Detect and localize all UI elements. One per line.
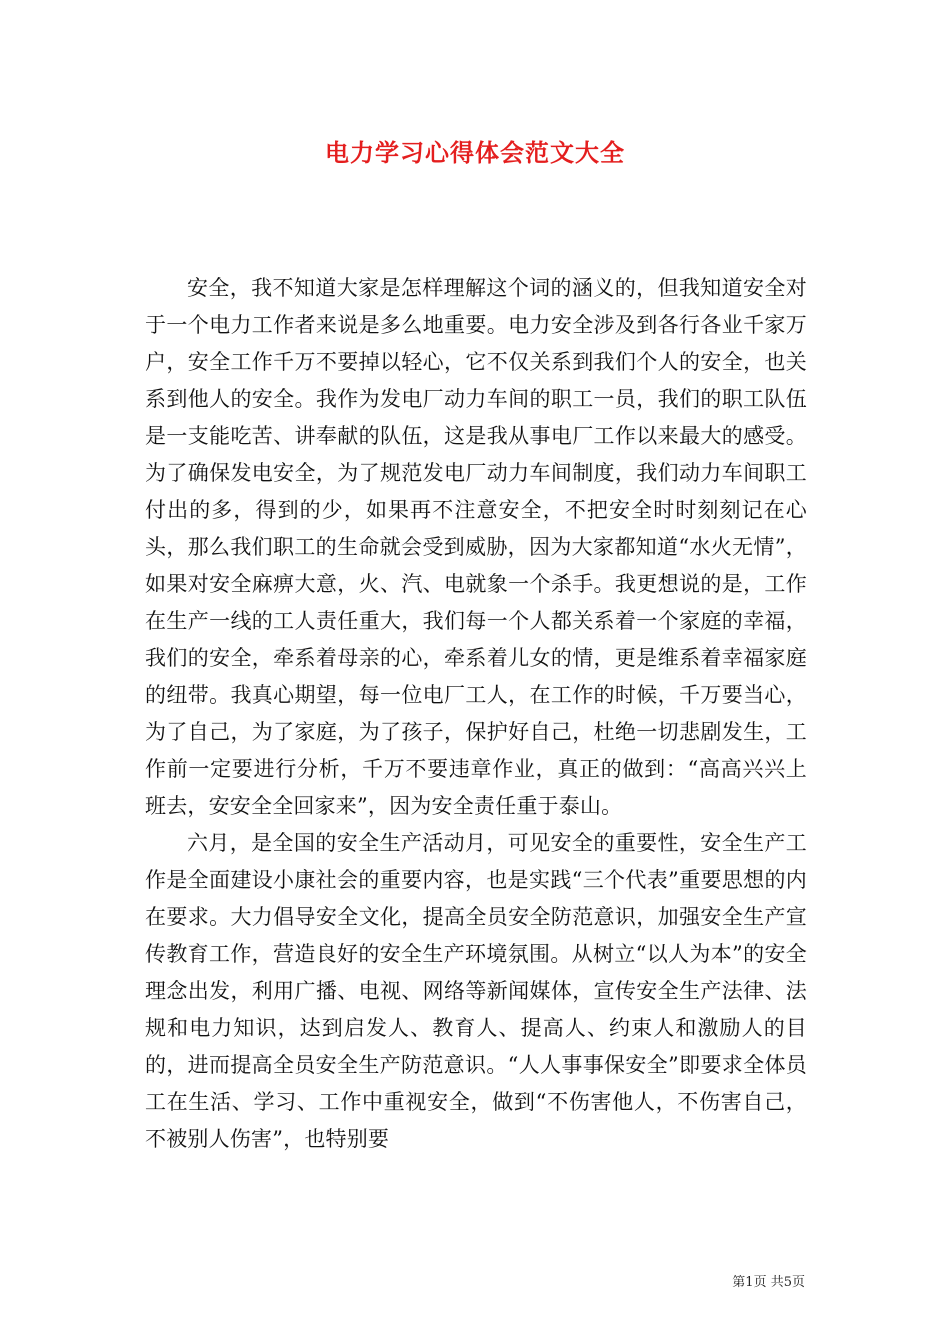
document-body xyxy=(145,270,807,1158)
page-label-mid: 页 共 xyxy=(753,1275,784,1290)
page-label-prefix: 第 xyxy=(732,1275,746,1290)
current-page-number: 1 xyxy=(745,1275,754,1290)
page-label-suffix: 页 xyxy=(791,1275,805,1290)
document-title: 电力学习心得体会范文大全 xyxy=(325,139,625,167)
paragraph-2: 六月，是全国的安全生产活动月，可见安全的重要性，安全生产工作是全面建设小康社会的重要内容，也是实践“三个代表”重要思想的内在要求。大力倡导安全文化，提高全员安全防范意识，加强安全生产宣传教育工作，营造良好的安全生产环境氛围。从树立“以人为本”的安全理念出发，利用广播、电视、网络等新闻媒体，宣传安全生产法律、法规和电力知识，达到启发人、教育人、提高人、约束人和激励人的目的，进而提高全员安全生产防范意识。“人人事事保安全”即要求全体员工在生活、学习、工作中重视安全，做到“不伤害他人，不伤害自己，不被别人伤害”，也特别要 xyxy=(145,831,807,1151)
total-pages-number: 5 xyxy=(783,1275,792,1290)
paragraph-1: 安全，我不知道大家是怎样理解这个词的涵义的，但我知道安全对于一个电力工作者来说是多么地重要。电力安全涉及到各行各业千家万户，安全工作千万不要掉以轻心，它不仅关系到我们个人的安全，也关系到他人的安全。我作为发电厂动力车间的职工一员，我们的职工队伍是一支能吃苦、讲奉献的队伍，这是我从事电厂工作以来最大的感受。为了确保发电安全，为了规范发电厂动力车间制度，我们动力车间职工付出的多，得到的少，如果再不注意安全，不把安全时时刻刻记在心头，那么我们职工的生命就会受到威胁，因为大家都知道“水火无情”，如果对安全麻痹大意，火、汽、电就象一个杀手。我更想说的是，工作在生产一线的工人责任重大，我们每一个人都关系着一个家庭的幸福，我们的安全，牵系着母亲的心，牵系着儿女的情，更是维系着幸福家庭的纽带。我真心期望，每一位电厂工人，在工作的时候，千万要当心，为了自己，为了家庭，为了孩子，保护好自己，杜绝一切悲剧发生，工作前一定要进行分析，千万不要违章作业，真正的做到：“高高兴兴上班去，安安全全回家来”，因为安全责任重于泰山。 xyxy=(145,276,807,818)
page-number-footer xyxy=(732,1271,805,1290)
